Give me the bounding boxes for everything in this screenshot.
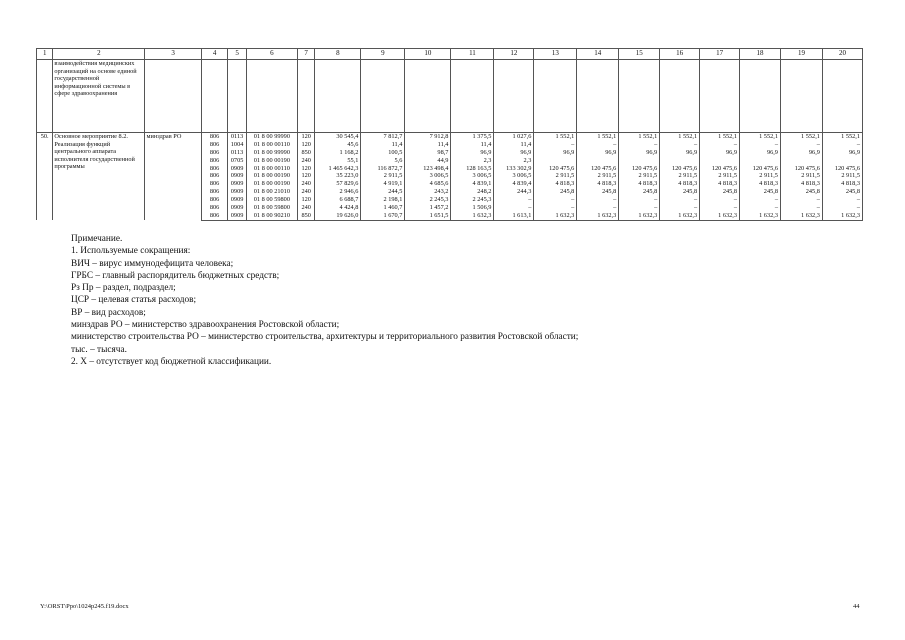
note-line: минздрав РО – министерство здравоохранения Ростовской области; (71, 320, 340, 331)
table-cell: 7 812,7 (361, 133, 405, 141)
table-cell: – (780, 196, 822, 204)
table-cell: 1 632,3 (534, 212, 577, 220)
table-cell: 240 (297, 180, 314, 188)
table-cell: 120 475,6 (534, 165, 577, 173)
table-cell: 245,8 (780, 188, 822, 196)
table-cell: – (534, 141, 577, 149)
table-cell: 1004 (228, 141, 246, 149)
table-cell: 7 912,8 (405, 133, 451, 141)
table-cell: 96,9 (619, 149, 660, 157)
table-cell: 0909 (228, 172, 246, 180)
table-cell: 2 911,5 (534, 172, 577, 180)
column-number-cell: 5 (228, 49, 246, 60)
table-cell: – (534, 196, 577, 204)
table-cell: – (660, 204, 700, 212)
table-cell: 96,9 (534, 149, 577, 157)
empty-cell (534, 60, 577, 133)
table-cell: 2 911,5 (619, 172, 660, 180)
table-cell: 2,3 (494, 157, 534, 165)
table-cell: 2 911,5 (740, 172, 781, 180)
column-number-cell: 16 (660, 49, 700, 60)
table-cell: 4 818,3 (780, 180, 822, 188)
table-cell: 120 475,6 (660, 165, 700, 173)
empty-cell (700, 60, 740, 133)
table-cell: 245,8 (577, 188, 619, 196)
empty-cell (740, 60, 781, 133)
table-cell: 1 651,5 (405, 212, 451, 220)
table-cell: – (780, 141, 822, 149)
table-cell: 4 818,3 (700, 180, 740, 188)
empty-cell (619, 60, 660, 133)
table-cell: 245,8 (740, 188, 781, 196)
table-cell: 133 302,9 (494, 165, 534, 173)
column-number-cell: 12 (494, 49, 534, 60)
continuation-row (37, 60, 863, 133)
empty-cell (361, 60, 405, 133)
table-cell: – (494, 204, 534, 212)
table-cell: – (660, 141, 700, 149)
empty-cell (315, 60, 361, 133)
table-cell: 2 198,1 (361, 196, 405, 204)
table-cell: 11,4 (361, 141, 405, 149)
table-cell: 1 168,2 (315, 149, 361, 157)
table-cell: 100,5 (361, 149, 405, 157)
table-cell: 55,1 (315, 157, 361, 165)
table-cell: 01 8 00 99990 (246, 149, 297, 157)
table-cell: 244,3 (494, 188, 534, 196)
table-cell: 1 375,5 (451, 133, 494, 141)
table-cell: – (740, 141, 781, 149)
table-cell: 248,2 (451, 188, 494, 196)
table-cell: – (740, 204, 781, 212)
table-cell: 0113 (228, 133, 246, 141)
column-number-cell: 13 (534, 49, 577, 60)
table-cell: 1 552,1 (619, 133, 660, 141)
note-line: ЦСР – целевая статья расходов; (71, 295, 197, 306)
table-cell: 806 (201, 165, 228, 173)
table-cell: 01 8 00 00110 (246, 165, 297, 173)
table-cell: 2 911,5 (361, 172, 405, 180)
table-cell: 2 245,3 (405, 196, 451, 204)
table-cell: 120 (297, 172, 314, 180)
table-cell: 0909 (228, 204, 246, 212)
table-cell: 1 457,2 (405, 204, 451, 212)
table-cell: 1 632,3 (577, 212, 619, 220)
table-cell: 0705 (228, 157, 246, 165)
table-cell: 1 632,3 (660, 212, 700, 220)
note-line: тыс. – тысяча. (71, 344, 127, 355)
table-cell: – (822, 141, 862, 149)
table-cell: – (619, 141, 660, 149)
table-cell: – (577, 196, 619, 204)
column-number-cell: 19 (780, 49, 822, 60)
table-cell: 120 475,6 (700, 165, 740, 173)
table-cell: 850 (297, 149, 314, 157)
table-cell: – (780, 204, 822, 212)
table-cell: 0909 (228, 212, 246, 220)
table-cell: 2 911,5 (660, 172, 700, 180)
table-cell: 120 475,6 (577, 165, 619, 173)
column-number-cell: 6 (246, 49, 297, 60)
table-cell: 240 (297, 157, 314, 165)
table-cell: 1 552,1 (534, 133, 577, 141)
note-line: 1. Используемые сокращения: (71, 246, 191, 257)
table-cell: 11,4 (405, 141, 451, 149)
table-cell: 01 8 00 00190 (246, 172, 297, 180)
table-cell: – (534, 204, 577, 212)
table-cell: 44,9 (405, 157, 451, 165)
table-cell: 1 552,1 (577, 133, 619, 141)
table-cell: 120 475,6 (740, 165, 781, 173)
table-cell: 1 552,1 (660, 133, 700, 141)
table-cell: – (822, 196, 862, 204)
table-body (37, 49, 863, 221)
table-cell: – (619, 204, 660, 212)
event-name-cell: Основное мероприятие 8.2. Реализация функций центрального аппарата исполнителя государственной программы (53, 133, 145, 221)
table-cell: 0909 (228, 180, 246, 188)
table-cell: 806 (201, 157, 228, 165)
table-cell: – (577, 204, 619, 212)
table-cell: 96,9 (577, 149, 619, 157)
notes-section (71, 233, 578, 368)
column-number-cell: 9 (361, 49, 405, 60)
table-cell: 3 006,5 (451, 172, 494, 180)
table-cell: 245,8 (700, 188, 740, 196)
table-cell: 806 (201, 188, 228, 196)
table-cell: – (577, 141, 619, 149)
note-line: ГРБС – главный распорядитель бюджетных средств; (71, 270, 280, 281)
note-line: 2. Х – отсутствует код бюджетной классификации. (71, 356, 272, 367)
table-cell: 128 163,5 (451, 165, 494, 173)
table-cell: 245,8 (822, 188, 862, 196)
table-cell: 4 818,3 (619, 180, 660, 188)
table-cell: 01 8 00 00190 (246, 157, 297, 165)
table-cell: 3 006,5 (405, 172, 451, 180)
table-cell: 4 818,3 (660, 180, 700, 188)
table-cell: 96,9 (740, 149, 781, 157)
empty-cell (246, 60, 297, 133)
column-number-cell: 10 (405, 49, 451, 60)
table-cell: 96,9 (780, 149, 822, 157)
table-cell: 19 626,0 (315, 212, 361, 220)
table-cell: 4 818,3 (740, 180, 781, 188)
table-cell: – (700, 196, 740, 204)
table-cell: 96,9 (822, 149, 862, 157)
column-number-cell: 20 (822, 49, 862, 60)
column-number-cell: 14 (577, 49, 619, 60)
table-cell: 96,9 (700, 149, 740, 157)
table-cell: – (822, 204, 862, 212)
table-cell: 120 475,6 (822, 165, 862, 173)
column-number-cell: 3 (145, 49, 201, 60)
table-cell: 120 (297, 196, 314, 204)
table-cell: 2,3 (451, 157, 494, 165)
table-cell: 806 (201, 196, 228, 204)
continued-description: взаимодействия медицинских организаций на основе единой государственной информационной системы в сфере здравоохранения (53, 60, 145, 133)
table-cell: 1 552,1 (700, 133, 740, 141)
table-cell: 806 (201, 133, 228, 141)
column-number-row (37, 49, 863, 60)
table-cell: 1 552,1 (780, 133, 822, 141)
table-cell: – (700, 204, 740, 212)
column-number-cell: 18 (740, 49, 781, 60)
table-cell: 1 670,7 (361, 212, 405, 220)
table-cell: 1 027,6 (494, 133, 534, 141)
note-line: министерство строительства РО – министерство строительства, архитектуры и территориального развития Ростовской области; (71, 332, 579, 343)
table-cell: 806 (201, 149, 228, 157)
table-cell (619, 157, 660, 165)
table-row (37, 133, 863, 141)
table-cell: 120 (297, 133, 314, 141)
table-cell (700, 157, 740, 165)
table-cell: 0909 (228, 188, 246, 196)
table-cell: 244,5 (361, 188, 405, 196)
table-cell: 1 632,3 (700, 212, 740, 220)
table-cell: 120 475,6 (619, 165, 660, 173)
table-cell (577, 157, 619, 165)
table-cell: 0909 (228, 165, 246, 173)
table-cell: 96,9 (451, 149, 494, 157)
table-cell: 245,8 (619, 188, 660, 196)
table-cell: 5,6 (361, 157, 405, 165)
empty-cell (145, 60, 201, 133)
table-cell: 35 223,0 (315, 172, 361, 180)
table-cell: – (700, 141, 740, 149)
notes-title: Примечание. (71, 234, 123, 244)
table-cell: 1 552,1 (822, 133, 862, 141)
column-number-cell: 11 (451, 49, 494, 60)
table-cell: 850 (297, 212, 314, 220)
table-cell: 1 465 642,3 (315, 165, 361, 173)
column-number-cell: 4 (201, 49, 228, 60)
table-cell: 01 8 00 59800 (246, 196, 297, 204)
table-cell: 01 8 00 99990 (246, 133, 297, 141)
table-cell: 806 (201, 212, 228, 220)
table-cell: 120 (297, 165, 314, 173)
empty-cell (494, 60, 534, 133)
table-cell: – (660, 196, 700, 204)
table-cell: 96,9 (494, 149, 534, 157)
table-cell: 01 8 00 90210 (246, 212, 297, 220)
table-cell: 1 632,3 (451, 212, 494, 220)
table-cell: 1 632,3 (619, 212, 660, 220)
table-cell: – (494, 196, 534, 204)
empty-cell (660, 60, 700, 133)
table-cell: 2 946,6 (315, 188, 361, 196)
table-cell: 1 632,3 (780, 212, 822, 220)
table-cell: 4 839,1 (451, 180, 494, 188)
table-cell: 116 872,7 (361, 165, 405, 173)
table-cell (660, 157, 700, 165)
table-cell: 4 424,8 (315, 204, 361, 212)
table-cell: 4 839,4 (494, 180, 534, 188)
note-line: ВИЧ – вирус иммунодефицита человека; (71, 258, 234, 269)
table-cell: 243,2 (405, 188, 451, 196)
table-cell: 1 632,3 (740, 212, 781, 220)
page-number: 44 (853, 603, 860, 610)
table-cell: 45,6 (315, 141, 361, 149)
table-cell: 01 8 00 00110 (246, 141, 297, 149)
empty-cell (822, 60, 862, 133)
table-cell: 4 919,1 (361, 180, 405, 188)
table-cell: 1 506,9 (451, 204, 494, 212)
table-cell: 30 545,4 (315, 133, 361, 141)
column-number-cell: 7 (297, 49, 314, 60)
column-number-cell: 17 (700, 49, 740, 60)
empty-cell (228, 60, 246, 133)
table-cell: 4 818,3 (577, 180, 619, 188)
table-cell: 3 006,5 (494, 172, 534, 180)
table-cell: 01 8 00 21010 (246, 188, 297, 196)
table-cell: 0909 (228, 196, 246, 204)
table-cell: 11,4 (451, 141, 494, 149)
table-cell: 4 818,3 (534, 180, 577, 188)
table-cell: 123 498,4 (405, 165, 451, 173)
empty-cell (405, 60, 451, 133)
column-number-cell: 15 (619, 49, 660, 60)
table-cell: 96,9 (660, 149, 700, 157)
table-cell: 2 911,5 (577, 172, 619, 180)
column-number-cell: 8 (315, 49, 361, 60)
table-cell: 806 (201, 141, 228, 149)
table-cell: 2 911,5 (700, 172, 740, 180)
table-cell: – (740, 196, 781, 204)
column-number-cell: 2 (53, 49, 145, 60)
note-line: ВР – вид расходов; (71, 307, 146, 318)
empty-cell (780, 60, 822, 133)
table-cell: 240 (297, 204, 314, 212)
table-cell: 2 911,5 (780, 172, 822, 180)
table-cell: 0113 (228, 149, 246, 157)
table-cell: 6 688,7 (315, 196, 361, 204)
table-cell: 57 829,6 (315, 180, 361, 188)
responsible-cell: минздрав РО (145, 133, 201, 221)
row-number-cell: 50. (37, 133, 53, 221)
table-cell: 2 911,5 (822, 172, 862, 180)
empty-cell (577, 60, 619, 133)
table-cell: 2 245,3 (451, 196, 494, 204)
table-cell (534, 157, 577, 165)
table-cell: 240 (297, 188, 314, 196)
table-cell: 245,8 (534, 188, 577, 196)
budget-table (36, 48, 863, 221)
document-file-path: Y:\ORST\Ppo\1024p245.f19.docx (40, 603, 129, 610)
table-cell: 806 (201, 180, 228, 188)
table-cell: 120 475,6 (780, 165, 822, 173)
table-cell: 1 613,1 (494, 212, 534, 220)
table-cell: 1 460,7 (361, 204, 405, 212)
empty-cell (201, 60, 228, 133)
table-cell: 245,8 (660, 188, 700, 196)
table-cell (780, 157, 822, 165)
table-cell: 01 8 00 59800 (246, 204, 297, 212)
table-cell: 11,4 (494, 141, 534, 149)
table-cell: 98,7 (405, 149, 451, 157)
empty-cell (37, 60, 53, 133)
table-cell: 4 685,6 (405, 180, 451, 188)
table-cell: – (619, 196, 660, 204)
table-cell: 806 (201, 172, 228, 180)
table-cell: 4 818,3 (822, 180, 862, 188)
table-cell (822, 157, 862, 165)
empty-cell (297, 60, 314, 133)
table-cell: 120 (297, 141, 314, 149)
table-cell: 806 (201, 204, 228, 212)
table-cell (740, 157, 781, 165)
table-cell: 1 632,3 (822, 212, 862, 220)
note-line: Рз Пр – раздел, подраздел; (71, 283, 176, 294)
table-cell: 1 552,1 (740, 133, 781, 141)
empty-cell (451, 60, 494, 133)
table-cell: 01 8 00 00190 (246, 180, 297, 188)
column-number-cell: 1 (37, 49, 53, 60)
